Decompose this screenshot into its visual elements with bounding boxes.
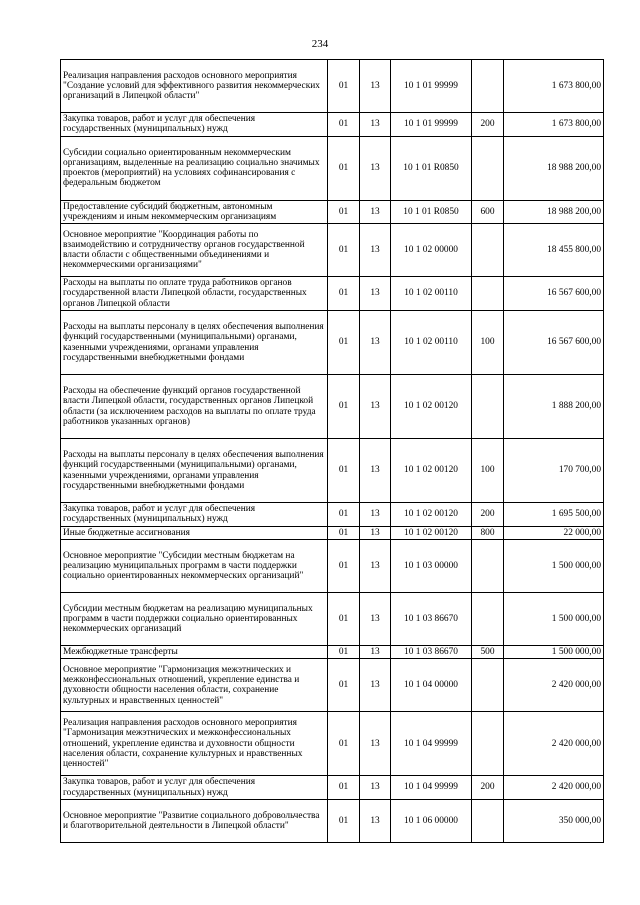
row-subsection: 13 bbox=[360, 136, 391, 200]
row-amount: 2 420 000,00 bbox=[504, 776, 604, 800]
row-section: 01 bbox=[328, 113, 360, 137]
row-target-article: 10 1 04 99999 bbox=[391, 712, 472, 776]
table-row bbox=[61, 136, 604, 200]
budget-table bbox=[60, 59, 604, 843]
row-name: Закупка товаров, работ и услуг для обеспечения государственных (муниципальных) нужд bbox=[61, 776, 328, 800]
row-amount: 1 888 200,00 bbox=[504, 375, 604, 439]
row-amount: 2 420 000,00 bbox=[504, 712, 604, 776]
row-target-article: 10 1 01 99999 bbox=[391, 113, 472, 137]
row-name: Расходы на обеспечение функций органов государственной власти Липецкой области, государственных органов Липецкой области (за исключением расходов на выплаты по оплате труда работников указанных органов) bbox=[61, 375, 328, 439]
row-subsection: 13 bbox=[360, 592, 391, 645]
row-name: Межбюджетные трансферты bbox=[61, 645, 328, 658]
row-target-article: 10 1 02 00120 bbox=[391, 503, 472, 527]
table-row bbox=[61, 311, 604, 375]
row-section: 01 bbox=[328, 60, 360, 113]
row-section: 01 bbox=[328, 799, 360, 842]
row-subsection: 13 bbox=[360, 799, 391, 842]
row-amount: 22 000,00 bbox=[504, 526, 604, 539]
row-section: 01 bbox=[328, 136, 360, 200]
row-amount: 1 500 000,00 bbox=[504, 539, 604, 592]
row-section: 01 bbox=[328, 776, 360, 800]
row-target-article: 10 1 01 R0850 bbox=[391, 200, 472, 224]
row-name: Основное мероприятие "Координация работы по взаимодействию и сотрудничеству органов государственной власти области с общественными объединениями и некоммерческими организациями" bbox=[61, 224, 328, 277]
row-target-article: 10 1 03 86670 bbox=[391, 592, 472, 645]
row-section: 01 bbox=[328, 375, 360, 439]
row-amount: 18 988 200,00 bbox=[504, 136, 604, 200]
row-section: 01 bbox=[328, 277, 360, 311]
row-target-article: 10 1 01 R0850 bbox=[391, 136, 472, 200]
row-target-article: 10 1 01 99999 bbox=[391, 60, 472, 113]
row-amount: 350 000,00 bbox=[504, 799, 604, 842]
table-row bbox=[61, 659, 604, 712]
row-target-article: 10 1 02 00120 bbox=[391, 526, 472, 539]
row-section: 01 bbox=[328, 200, 360, 224]
row-expense-type: 500 bbox=[472, 645, 504, 658]
row-subsection: 13 bbox=[360, 200, 391, 224]
row-section: 01 bbox=[328, 224, 360, 277]
table-row bbox=[61, 592, 604, 645]
row-subsection: 13 bbox=[360, 776, 391, 800]
table-row bbox=[61, 712, 604, 776]
row-expense-type: 100 bbox=[472, 439, 504, 503]
row-name: Реализация направления расходов основного мероприятия "Гармонизация межэтнических и межконфессиональных отношений, укрепление единства и духовности общности населения области, сохранение культурных и нравственных ценностей" bbox=[61, 712, 328, 776]
row-expense-type: 800 bbox=[472, 526, 504, 539]
row-subsection: 13 bbox=[360, 277, 391, 311]
row-amount: 1 695 500,00 bbox=[504, 503, 604, 527]
row-subsection: 13 bbox=[360, 645, 391, 658]
row-target-article: 10 1 03 00000 bbox=[391, 539, 472, 592]
row-name: Субсидии социально ориентированным некоммерческим организациям, выделенные на реализацию социально значимых проектов (мероприятий) на условиях софинансирования с федеральным бюджетом bbox=[61, 136, 328, 200]
row-name: Предоставление субсидий бюджетным, автономным учреждениям и иным некоммерческим организациям bbox=[61, 200, 328, 224]
row-subsection: 13 bbox=[360, 311, 391, 375]
row-expense-type: 200 bbox=[472, 776, 504, 800]
row-section: 01 bbox=[328, 526, 360, 539]
row-amount: 18 988 200,00 bbox=[504, 200, 604, 224]
row-section: 01 bbox=[328, 539, 360, 592]
row-section: 01 bbox=[328, 659, 360, 712]
table-row bbox=[61, 776, 604, 800]
table-row bbox=[61, 200, 604, 224]
row-section: 01 bbox=[328, 311, 360, 375]
budget-table-body bbox=[61, 60, 604, 843]
row-expense-type bbox=[472, 60, 504, 113]
row-name: Закупка товаров, работ и услуг для обеспечения государственных (муниципальных) нужд bbox=[61, 503, 328, 527]
row-name: Реализация направления расходов основного мероприятия "Создание условий для эффективного развития некоммерческих организаций в Липецкой области" bbox=[61, 60, 328, 113]
table-row bbox=[61, 113, 604, 137]
row-expense-type bbox=[472, 375, 504, 439]
row-section: 01 bbox=[328, 503, 360, 527]
row-name: Основное мероприятие "Гармонизация межэтнических и межконфессиональных отношений, укрепление единства и духовности общности населения области, сохранение культурных и нравственных ценностей" bbox=[61, 659, 328, 712]
row-subsection: 13 bbox=[360, 526, 391, 539]
row-name: Расходы на выплаты по оплате труда работников органов государственной власти Липецкой области, государственных органов Липецкой области bbox=[61, 277, 328, 311]
row-expense-type: 200 bbox=[472, 113, 504, 137]
table-row bbox=[61, 277, 604, 311]
row-expense-type bbox=[472, 592, 504, 645]
table-row bbox=[61, 224, 604, 277]
table-row bbox=[61, 439, 604, 503]
row-name: Субсидии местным бюджетам на реализацию муниципальных программ в части поддержки социально ориентированных некоммерческих организаций bbox=[61, 592, 328, 645]
table-row bbox=[61, 645, 604, 658]
row-target-article: 10 1 02 00120 bbox=[391, 439, 472, 503]
row-amount: 16 567 600,00 bbox=[504, 311, 604, 375]
row-target-article: 10 1 02 00120 bbox=[391, 375, 472, 439]
row-target-article: 10 1 02 00000 bbox=[391, 224, 472, 277]
row-target-article: 10 1 03 86670 bbox=[391, 645, 472, 658]
row-expense-type bbox=[472, 799, 504, 842]
row-amount: 1 673 800,00 bbox=[504, 113, 604, 137]
row-amount: 1 500 000,00 bbox=[504, 645, 604, 658]
table-row bbox=[61, 526, 604, 539]
row-amount: 2 420 000,00 bbox=[504, 659, 604, 712]
row-name: Расходы на выплаты персоналу в целях обеспечения выполнения функций государственными (муниципальными) органами, казенными учреждениями, органами управления государственными внебюджетными фондами bbox=[61, 311, 328, 375]
row-section: 01 bbox=[328, 592, 360, 645]
row-expense-type: 200 bbox=[472, 503, 504, 527]
row-subsection: 13 bbox=[360, 375, 391, 439]
row-subsection: 13 bbox=[360, 712, 391, 776]
row-amount: 1 500 000,00 bbox=[504, 592, 604, 645]
row-amount: 170 700,00 bbox=[504, 439, 604, 503]
row-expense-type: 600 bbox=[472, 200, 504, 224]
row-amount: 18 455 800,00 bbox=[504, 224, 604, 277]
table-row bbox=[61, 539, 604, 592]
row-name: Закупка товаров, работ и услуг для обеспечения государственных (муниципальных) нужд bbox=[61, 113, 328, 137]
row-expense-type bbox=[472, 659, 504, 712]
row-expense-type: 100 bbox=[472, 311, 504, 375]
row-target-article: 10 1 06 00000 bbox=[391, 799, 472, 842]
row-section: 01 bbox=[328, 439, 360, 503]
row-target-article: 10 1 04 99999 bbox=[391, 776, 472, 800]
row-section: 01 bbox=[328, 712, 360, 776]
page-number: 234 bbox=[311, 38, 329, 50]
row-subsection: 13 bbox=[360, 60, 391, 113]
row-amount: 1 673 800,00 bbox=[504, 60, 604, 113]
row-subsection: 13 bbox=[360, 659, 391, 712]
table-row bbox=[61, 60, 604, 113]
row-target-article: 10 1 04 00000 bbox=[391, 659, 472, 712]
row-expense-type bbox=[472, 277, 504, 311]
row-subsection: 13 bbox=[360, 503, 391, 527]
row-name: Расходы на выплаты персоналу в целях обеспечения выполнения функций государственными (муниципальными) органами, казенными учреждениями, органами управления государственными внебюджетными фондами bbox=[61, 439, 328, 503]
table-row bbox=[61, 375, 604, 439]
row-target-article: 10 1 02 00110 bbox=[391, 311, 472, 375]
row-expense-type bbox=[472, 712, 504, 776]
row-subsection: 13 bbox=[360, 539, 391, 592]
row-section: 01 bbox=[328, 645, 360, 658]
row-name: Основное мероприятие "Развитие социального добровольчества и благотворительной деятельности в Липецкой области" bbox=[61, 799, 328, 842]
row-subsection: 13 bbox=[360, 439, 391, 503]
row-target-article: 10 1 02 00110 bbox=[391, 277, 472, 311]
row-expense-type bbox=[472, 539, 504, 592]
row-subsection: 13 bbox=[360, 224, 391, 277]
table-row bbox=[61, 503, 604, 527]
row-name: Иные бюджетные ассигнования bbox=[61, 526, 328, 539]
table-row bbox=[61, 799, 604, 842]
row-subsection: 13 bbox=[360, 113, 391, 137]
row-expense-type bbox=[472, 224, 504, 277]
row-amount: 16 567 600,00 bbox=[504, 277, 604, 311]
row-expense-type bbox=[472, 136, 504, 200]
row-name: Основное мероприятие "Субсидии местным бюджетам на реализацию муниципальных программ в части поддержки социально ориентированных некоммерческих организаций" bbox=[61, 539, 328, 592]
